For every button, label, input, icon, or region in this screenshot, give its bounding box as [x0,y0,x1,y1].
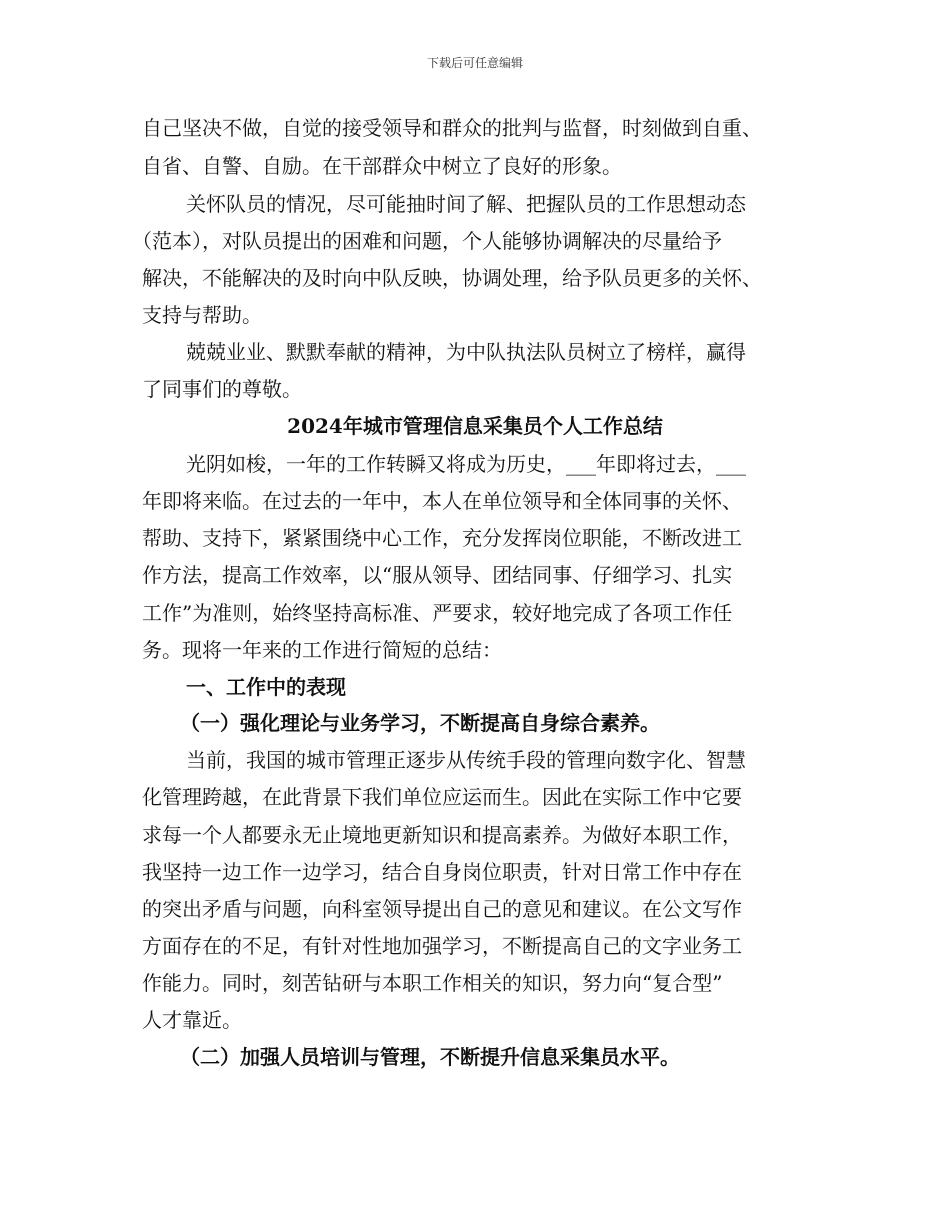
paragraph-line: 作能力。同时，刻苦钻研与本职工作相关的知识，努力向“复合型” [142,971,723,995]
paragraph-line: 年即将来临。在过去的一年中，本人在单位领导和全体同事的关怀、 [142,489,742,513]
paragraph-line: 帮助、支持下，紧紧围绕中心工作，充分发挥岗位职能，不断改进工 [142,526,742,550]
paragraph-line: 作方法，提高工作效率，以“服从领导、团结同事、仔细学习、扎实 [142,563,733,587]
document-title: 2024年城市管理信息采集员个人工作总结 [287,414,663,438]
paragraph-line: 化管理跨越，在此背景下我们单位应运而生。因此在实际工作中它要 [142,785,742,809]
paragraph-line: （范本），对队员提出的困难和问题，个人能够协调解决的尽量给予 [132,229,722,253]
subsection-heading: （一）强化理论与业务学习，不断提高自身综合素养。 [180,711,660,735]
paragraph-line: 自省、自警、自励。在干部群众中树立了良好的形象。 [142,154,622,178]
paragraph-line: 我坚持一边工作一边学习，结合自身岗位职责，针对日常工作中存在 [142,860,742,884]
paragraph-line: 当前，我国的城市管理正逐步从传统手段的管理向数字化、智慧 [186,748,746,772]
section-heading: 一、工作中的表现 [186,675,346,699]
paragraph-line: 兢兢业业、默默奉献的精神，为中队执法队员树立了榜样，赢得 [186,340,746,364]
paragraph-line: 的突出矛盾与问题，向科室领导提出自己的意见和建议。在公文写作 [142,897,742,921]
paragraph-line: 支持与帮助。 [142,303,262,327]
paragraph-line: 务。现将一年来的工作进行简短的总结： [142,638,502,662]
paragraph-line: 关怀队员的情况，尽可能抽时间了解、把握队员的工作思想动态 [186,192,746,216]
paragraph-line: 方面存在的不足，有针对性地加强学习，不断提高自己的文字业务工 [142,934,742,958]
paragraph-line: 了同事们的尊敬。 [142,377,302,401]
paragraph-line: 解决，不能解决的及时向中队反映，协调处理，给予队员更多的关怀、 [142,266,762,290]
paragraph-line: 工作”为准则，始终坚持高标准、严要求，较好地完成了各项工作任 [142,601,733,625]
page-header: 下载后可任意编辑 [426,56,523,70]
subsection-heading: （二）加强人员培训与管理，不断提升信息采集员水平。 [180,1045,680,1069]
paragraph-line: 自己坚决不做，自觉的接受领导和群众的批判与监督，时刻做到自重、 [142,116,762,140]
paragraph-line: 人才靠近。 [142,1008,242,1032]
paragraph-line: 求每一个人都要永无止境地更新知识和提高素养。为做好本职工作， [142,823,742,847]
paragraph-line: 光阴如梭，一年的工作转瞬又将成为历史，___年即将过去，___ [186,452,746,476]
